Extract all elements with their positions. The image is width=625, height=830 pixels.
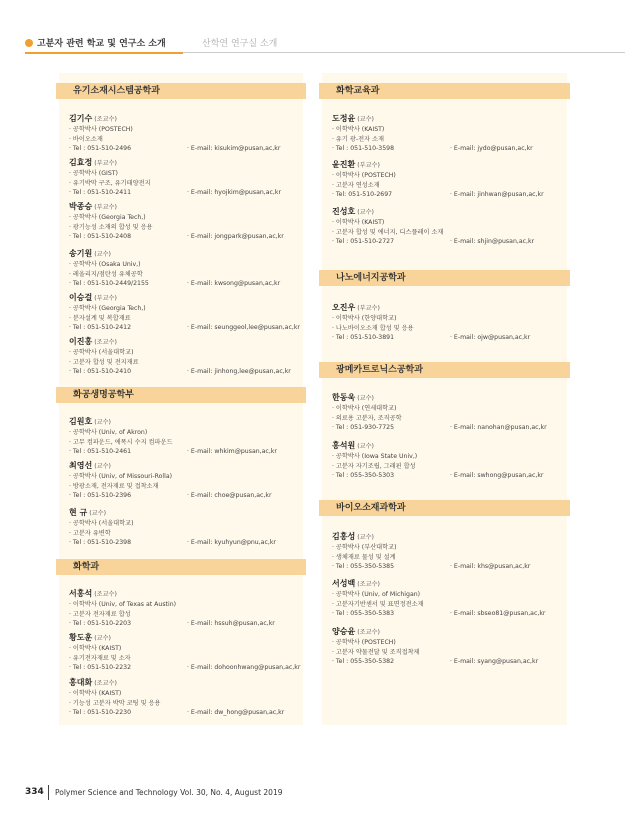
faculty-contact: · Tel : 051-510-2396 · E-mail: choe@pusan,ac,kr xyxy=(69,492,272,500)
section-header: 유기소재시스템공학과 xyxy=(56,83,306,99)
faculty-entry xyxy=(332,531,561,572)
faculty-detail: · 공학박사 (Univ, of Missouri-Rolla) xyxy=(69,473,173,480)
faculty-detail: · 공학박사 (Georgia Tech,) xyxy=(69,305,146,312)
top-navigation xyxy=(25,36,600,50)
faculty-detail: · 공학박사 (GIST) xyxy=(69,170,118,177)
faculty-entry xyxy=(69,113,297,154)
nav-underline xyxy=(25,52,183,54)
faculty-contact: · Tel : 055-350-5385 · E-mail: khs@pusan,ac,kr xyxy=(332,563,531,571)
faculty-entry xyxy=(69,248,297,289)
faculty-name: 송기원 (교수) xyxy=(69,249,111,258)
faculty-name: 김홍성 (교수) xyxy=(332,532,374,541)
faculty-contact: · Tel : 051-510-2461 · E-mail: whkim@pusan,ac,kr xyxy=(69,448,277,456)
faculty-detail: · 나노바이오소재 합성 및 응용 xyxy=(332,324,414,332)
faculty-name: 한동욱 (교수) xyxy=(332,393,374,402)
faculty-name: 이진홍 (조교수) xyxy=(69,337,117,346)
faculty-detail: · 유기전자재료 및 소자 xyxy=(69,654,131,662)
faculty-contact: · Tel: 051-510-2697 · E-mail: jinhwan@pusan,ac,kr xyxy=(332,191,544,199)
faculty-contact: · Tel : 051-510-2203 · E-mail: hssuh@pusan,ac,kr xyxy=(69,620,275,628)
faculty-detail: · 고분자 유변학 xyxy=(69,529,111,537)
nav-section-inactive: 산학연 연구실 소개 xyxy=(202,39,278,49)
faculty-detail: · 고분자 전자재료 합성 xyxy=(69,610,131,618)
section-header: 화공생명공학부 xyxy=(56,387,306,403)
faculty-detail: · 공학박사 (서울대학교) xyxy=(69,349,134,356)
faculty-contact: · Tel : 051-510-2232 · E-mail: dohoonhwang@pusan,ac,kr xyxy=(69,664,301,672)
faculty-name: 김효정 (부교수) xyxy=(69,158,117,167)
faculty-detail: · 이학박사 (Univ, of Texas at Austin) xyxy=(69,601,177,608)
faculty-detail: · 공학박사 (Georgia Tech,) xyxy=(69,214,146,221)
faculty-name: 서성백 (조교수) xyxy=(332,579,380,588)
faculty-name: 현 규 (교수) xyxy=(69,508,107,517)
section-header: 나노에너지공학과 xyxy=(319,270,570,286)
faculty-contact: · Tel : 051-510-2412 · E-mail: seunggeol,lee@pusan,ac,kr xyxy=(69,324,300,332)
faculty-entry xyxy=(69,201,297,242)
faculty-name: 홍대화 (조교수) xyxy=(69,678,117,687)
faculty-name: 최영선 (교수) xyxy=(69,461,111,470)
faculty-entry xyxy=(332,206,561,247)
faculty-detail: · 공학박사 (POSTECH) xyxy=(69,126,133,133)
faculty-contact: · Tel : 051-510-2408 · E-mail: jongpark@pusan,ac,kr xyxy=(69,233,284,241)
faculty-name: 진성호 (교수) xyxy=(332,207,374,216)
journal-citation: Polymer Science and Technology Vol. 30, No. 4, August 2019 xyxy=(55,788,283,797)
faculty-contact: · Tel : 051-510-2496 · E-mail: kisukim@pusan,ac,kr xyxy=(69,145,281,153)
faculty-detail: · 공학박사 (부산대학교) xyxy=(332,544,397,551)
faculty-entry xyxy=(69,632,301,673)
faculty-name: 서홍석 (조교수) xyxy=(69,589,117,598)
faculty-detail: · 고분자 자기조립, 그래핀 합성 xyxy=(332,462,416,470)
section-header: 화학과 xyxy=(56,559,306,575)
faculty-contact: · Tel : 051-510-2449/2155 · E-mail: kwsong@pusan,ac,kr xyxy=(69,280,281,288)
faculty-name: 박종승 (부교수) xyxy=(69,202,117,211)
faculty-entry xyxy=(332,159,561,200)
faculty-name: 오진우 (부교수) xyxy=(332,303,380,312)
faculty-detail: · 이학박사 (POSTECH) xyxy=(332,172,396,179)
faculty-entry xyxy=(332,302,561,343)
faculty-name: 홍석원 (교수) xyxy=(332,441,374,450)
faculty-contact: · Tel : 051-510-2398 · E-mail: kyuhyun@pnu,ac,kr xyxy=(69,539,276,547)
faculty-detail: · 이학박사 (KAIST) xyxy=(69,690,122,697)
faculty-name: 양승윤 (조교수) xyxy=(332,627,380,636)
faculty-detail: · 광기능성 소재의 합성 및 응용 xyxy=(69,223,153,231)
faculty-detail: · 공학박사 (Univ, of Michigan) xyxy=(332,591,421,598)
faculty-entry xyxy=(69,336,297,377)
faculty-entry xyxy=(332,626,561,667)
faculty-detail: · 고분자 합성 및 전지재료 xyxy=(69,358,139,366)
faculty-name: 이승걸 (부교수) xyxy=(69,293,117,302)
faculty-entry xyxy=(332,578,561,619)
faculty-detail: · 고분자 약물전달 및 조직접착제 xyxy=(332,648,420,656)
faculty-detail: · 이학박사 (한양대학교) xyxy=(332,315,397,322)
bullet-dot-icon xyxy=(25,39,33,47)
faculty-contact: · Tel : 051-510-3891 · E-mail: ojw@pusan,ac,kr xyxy=(332,334,531,342)
faculty-detail: · 유기박막 구조, 유기태양전지 xyxy=(69,179,151,187)
faculty-entry xyxy=(69,588,297,629)
faculty-detail: · 바이오소재 xyxy=(69,135,103,143)
faculty-detail: · 고분자기반센서 및 표면정전소재 xyxy=(332,600,424,608)
faculty-name: 황도훈 (교수) xyxy=(69,633,111,642)
nav-section-active: 고분자 관련 학교 및 연구소 소개 xyxy=(37,39,166,49)
faculty-contact: · Tel : 051-930-7725 · E-mail: nanohan@pusan,ac,kr xyxy=(332,424,547,432)
section-header: 바이오소재과학과 xyxy=(319,500,570,516)
faculty-entry xyxy=(69,507,297,548)
left-column xyxy=(59,73,303,725)
faculty-entry xyxy=(69,460,297,501)
faculty-entry xyxy=(332,440,561,481)
faculty-contact: · Tel : 055-350-5383 · E-mail: sbseo81@pusan,ac,kr xyxy=(332,610,546,618)
faculty-detail: · 분자설계 및 복합재료 xyxy=(69,314,131,322)
faculty-contact: · Tel : 051-510-2727 · E-mail: shjin@pusan,ac,kr xyxy=(332,238,535,246)
faculty-entry xyxy=(69,416,297,457)
faculty-detail: · 레올리지/점탄성 유체공학 xyxy=(69,270,143,278)
right-column xyxy=(322,73,567,725)
faculty-detail: · 공학박사 (Osaka Univ,) xyxy=(69,261,141,268)
faculty-name: 김기수 (조교수) xyxy=(69,114,117,123)
faculty-detail: · 이학박사 (KAIST) xyxy=(332,126,385,133)
faculty-name: 윤진환 (부교수) xyxy=(332,160,380,169)
faculty-detail: · 생체재료 물성 및 설계 xyxy=(332,553,396,561)
faculty-detail: · 이학박사 (KAIST) xyxy=(332,219,385,226)
footer-divider xyxy=(48,785,49,800)
faculty-detail: · 고무 컴파운드, 에폭시 수지 컴파운드 xyxy=(69,438,173,446)
faculty-contact: · Tel : 055-350-5303 · E-mail: swhong@pusan,ac,kr xyxy=(332,472,544,480)
faculty-contact: · Tel : 055-350-5382 · E-mail: syang@pusan,ac,kr xyxy=(332,658,539,666)
faculty-contact: · Tel : 051-510-2230 · E-mail: dw_hong@pusan,ac,kr xyxy=(69,709,285,717)
faculty-detail: · 공학박사 (Iowa State Univ,) xyxy=(332,453,418,460)
faculty-detail: · 공학박사 (POSTECH) xyxy=(332,639,396,646)
faculty-name: 도정윤 (교수) xyxy=(332,114,374,123)
faculty-name: 김원호 (교수) xyxy=(69,417,111,426)
faculty-contact: · Tel : 051-510-3598 · E-mail: jydo@pusan,ac,kr xyxy=(332,145,533,153)
faculty-detail: · 이학박사 (KAIST) xyxy=(69,645,122,652)
page-number: 334 xyxy=(25,787,44,797)
faculty-contact: · Tel : 051-510-2410 · E-mail: jinhong,lee@pusan,ac,kr xyxy=(69,368,291,376)
section-header: 광메카트로닉스공학과 xyxy=(319,362,570,378)
faculty-entry xyxy=(69,157,297,198)
faculty-detail: · 의료용 고분자, 조직공학 xyxy=(332,414,402,422)
faculty-detail: · 방광소재, 전자재료 및 접착소재 xyxy=(69,482,159,490)
faculty-detail: · 이학박사 (연세대학교) xyxy=(332,405,397,412)
faculty-entry xyxy=(332,113,561,154)
faculty-detail: · 고분자 합성 및 에너지, 디스플레이 소재 xyxy=(332,228,444,236)
faculty-detail: · 유기 광-전자 소재 xyxy=(332,135,384,143)
faculty-detail: · 공학박사 (Univ, of Akron) xyxy=(69,429,148,436)
faculty-detail: · 기능성 고분자 박막 코팅 및 응용 xyxy=(69,699,161,707)
faculty-contact: · Tel : 051-510-2411 · E-mail: hyojkim@pusan,ac,kr xyxy=(69,189,282,197)
faculty-detail: · 고분자 연성소재 xyxy=(332,181,380,189)
nav-divider xyxy=(183,52,625,53)
faculty-detail: · 공학박사 (서울대학교) xyxy=(69,520,134,527)
faculty-entry xyxy=(69,677,297,718)
faculty-entry xyxy=(69,292,300,333)
faculty-entry xyxy=(332,392,561,433)
section-header: 화학교육과 xyxy=(319,83,570,99)
